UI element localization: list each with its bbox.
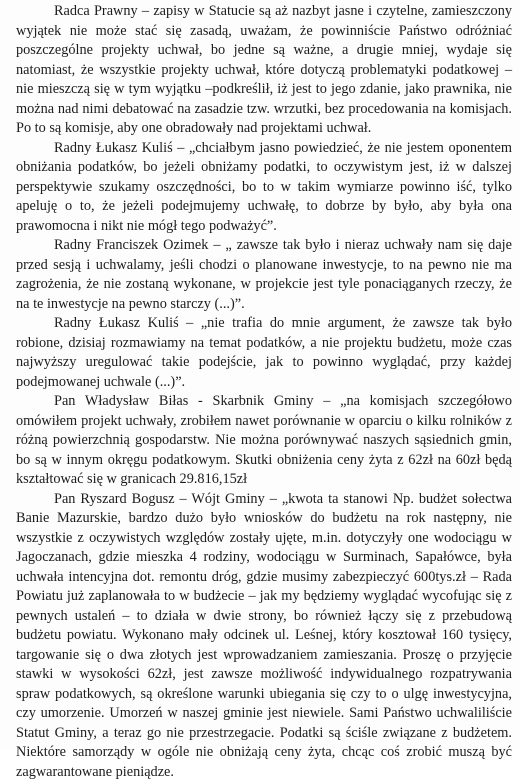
paragraph-radca-prawny: Radca Prawny – zapisy w Statucie są aż nazbyt jasne i czytelne, zamieszczony wyjątek nie może stać się zasadą, uważam, że powinniście Państwo odróżniać poszczególne projekty uchwał, bo jedne są ważne, a drugie mniej, wydaje się natomiast, że wszystkie projekty uchwał, które dotyczą problematyki podatkowej – nie mieszczą się w tym wyjątku –podkreślił, iż jest to jego zdanie, jako prawnika, nie można nad nimi debatować na zasadzie tzw. wrzutki, bez procedowania na komisjach. Po to są komisje, aby one obradowały nad projektami uchwał. <box>16 2 512 139</box>
paragraph-wladyslaw-bilas: Pan Władysław Biłas - Skarbnik Gminy – „na komisjach szczegółowo omówiłem projekt uchwały, zrobiłem nawet porównanie w oparciu o kilku rolników z różną powierzchnią gospodarstw. Nie można porównywać naszych sąsiednich gmin, bo są w innym okręgu podatkowym. Skutki obniżenia ceny żyta z 62zł na 60zł będą kształtować się w granicach 29.816,15zł <box>16 392 512 490</box>
paragraph-ryszard-bogusz: Pan Ryszard Bogusz – Wójt Gminy – „kwota ta stanowi Np. budżet sołectwa Banie Mazurskie, bardzo dużo było wniosków do budżetu na rok następny, nie wszystkie z oczywistych względów zostały ujęte, m.in. dotyczyły one wodociągu w Jagoczanach, gdzie mieszka 4 rodziny, wodociągu w Surminach, Sapałówce, była uchwała intencyjna dot. remontu dróg, gdzie musimy zabezpieczyć 600tys.zł – Rada Powiatu już zaplanowała to w budżecie – jak my będziemy wyglądać wycofując się z pewnych ustaleń – to działa w dwie strony, bo również łączy się z przebudową budżetu powiatu. Wykonano mały odcinek ul. Leśnej, który kosztował 160 tysięcy, targowanie się o dwa złotych jest wprowadzaniem zamieszania. Proszę o przyjęcie stawki w wysokości 62zł, jest zawsze możliwość indywidualnego rozpatrywania spraw podatkowych, są określone warunki ubiegania się czy to o ulgę inwestycyjna, czy umorzenie. Umorzeń w naszej gminie jest niewiele. Sami Państwo uchwaliliście Statut Gminy, a teraz go nie przestrzegacie. Podatki są ściśle związane z budżetem. Niektóre samorządy w ogóle nie obniżają ceny żyta, chcąc coś zrobić muszą być zagwarantowane pieniądze. <box>16 490 512 782</box>
paragraph-franciszek-ozimek: Radny Franciszek Ozimek – „ zawsze tak było i nieraz uchwały nam się daje przed sesją i uchwalamy, jeśli chodzi o planowane inwestycje, to na pewno nie ma zagrożenia, że nie zostaną wykonane, w projekcie jest tyle ponaciąganych rzeczy, że na te inwestycje na pewno starczy (...)”. <box>16 236 512 314</box>
paragraph-lukasz-kulis-1: Radny Łukasz Kuliś – „chciałbym jasno powiedzieć, że nie jestem oponentem obniżania podatków, bo jeżeli obniżamy podatki, to oczywistym jest, iż w dalszej perspektywie szukamy oszczędności, bo to w takim wymiarze powinno iść, tylko apeluję o to, że jeżeli podejmujemy uchwałę, to dobrze by było, aby była ona prawomocna i nikt nie mógł tego podważyć”. <box>16 139 512 237</box>
paragraph-lukasz-kulis-2: Radny Łukasz Kuliś – „nie trafia do mnie argument, że zawsze tak było robione, dzisiaj rozmawiamy na temat podatków, a nie projektu budżetu, może czas najwyższy uregulować takie podejście, jak to powinno wyglądać, przy każdej podejmowanej uchwale (...)”. <box>16 314 512 392</box>
